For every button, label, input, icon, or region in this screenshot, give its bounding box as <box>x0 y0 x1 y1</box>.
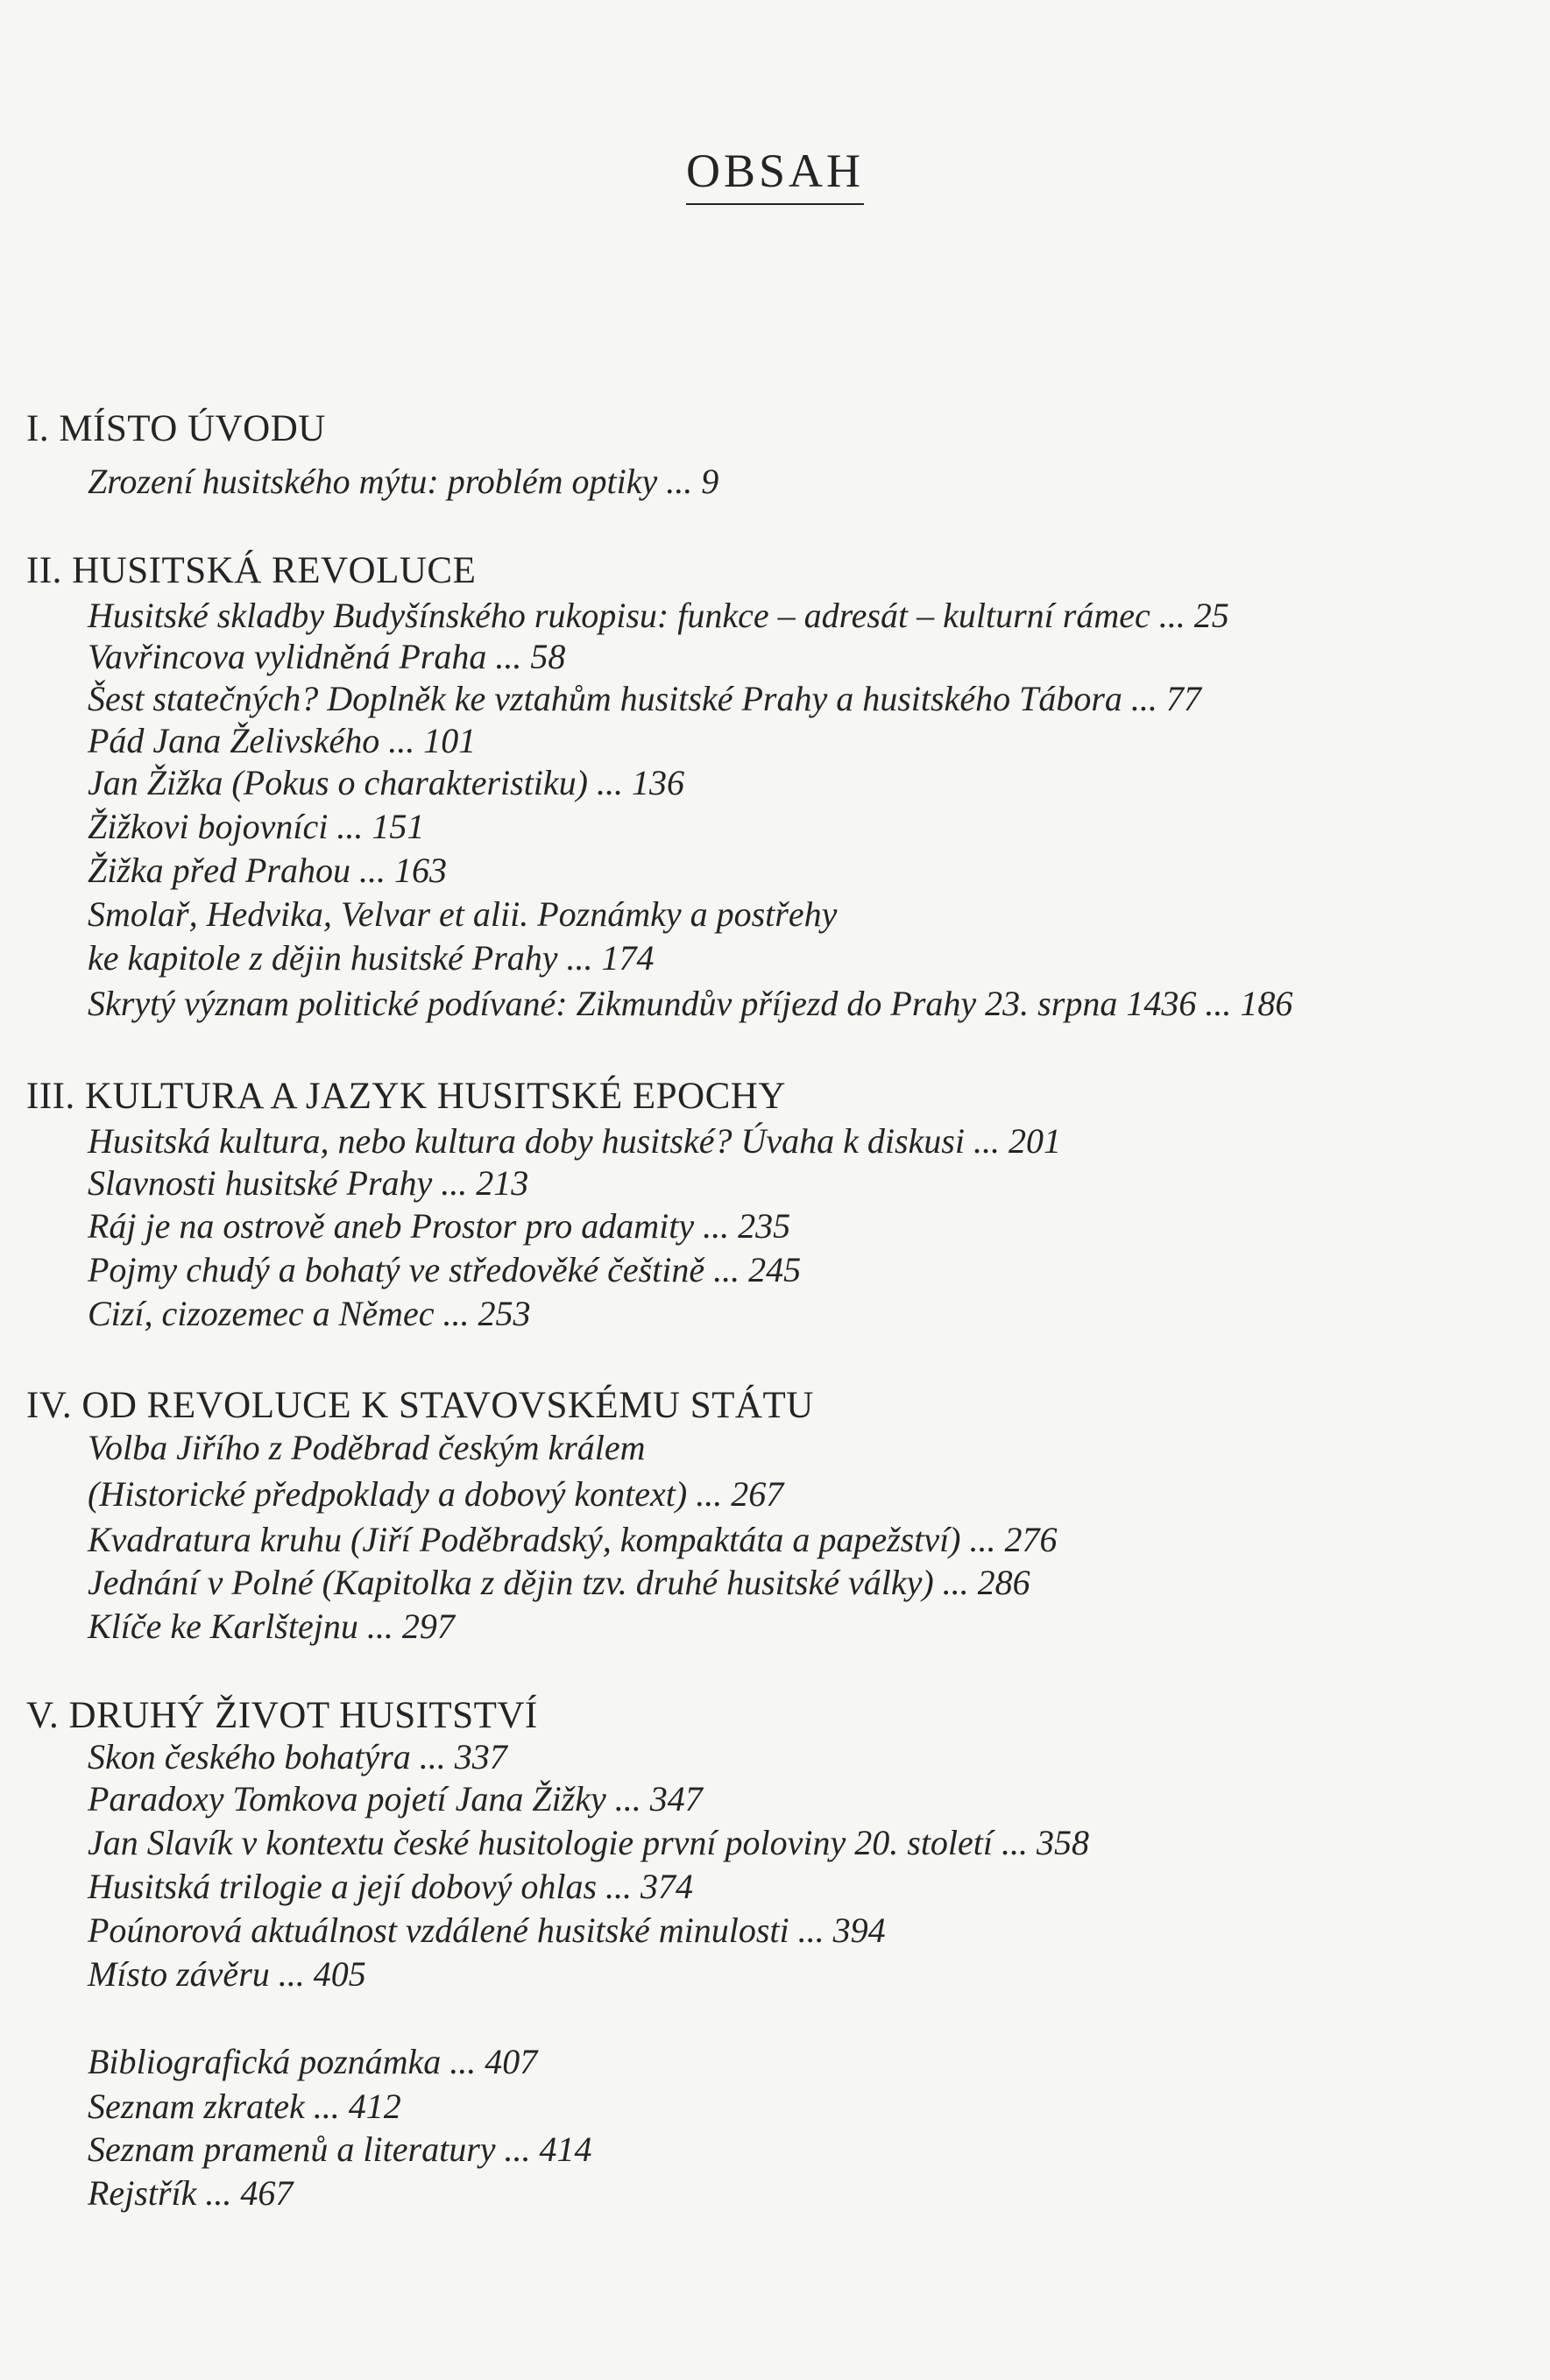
toc-entry: Žižkovi bojovníci ... 151 <box>88 807 425 846</box>
toc-entry: Husitská kultura, nebo kultura doby husitské? Úvaha k diskusi ... 201 <box>88 1121 1061 1161</box>
toc-entry: Jednání v Polné (Kapitolka z dějin tzv. druhé husitské války) ... 286 <box>88 1563 1030 1602</box>
toc-entry: Jan Žižka (Pokus o charakteristiku) ... 136 <box>88 763 684 802</box>
toc-entry: Místo závěru ... 405 <box>88 1954 366 1994</box>
appendix-entry: Bibliografická poznámka ... 407 <box>88 2042 538 2081</box>
section-heading: IV. OD REVOLUCE K STAVOVSKÉMU STÁTU <box>26 1385 814 1426</box>
appendix-entry: Seznam zkratek ... 412 <box>88 2087 401 2126</box>
toc-entry: Paradoxy Tomkova pojetí Jana Žižky ... 347 <box>88 1779 703 1819</box>
toc-entry: Skon českého bohatýra ... 337 <box>88 1737 507 1776</box>
toc-entry: Husitská trilogie a její dobový ohlas ... 374 <box>88 1867 694 1906</box>
appendix-entry: Seznam pramenů a literatury ... 414 <box>88 2129 592 2169</box>
section-heading: III. KULTURA A JAZYK HUSITSKÉ EPOCHY <box>26 1076 786 1117</box>
toc-entry: Slavnosti husitské Prahy ... 213 <box>88 1163 529 1203</box>
toc-entry: Husitské skladby Budyšínského rukopisu: funkce – adresát – kulturní rámec ... 25 <box>88 596 1229 635</box>
section-heading: I. MÍSTO ÚVODU <box>26 408 326 449</box>
toc-entry: Poúnorová aktuálnost vzdálené husitské minulosti ... 394 <box>88 1910 886 1950</box>
toc-entry: Pád Jana Želivského ... 101 <box>88 721 477 760</box>
toc-entry: Klíče ke Karlštejnu ... 297 <box>88 1607 455 1646</box>
page-title-text: OBSAH <box>686 147 864 205</box>
toc-entry: Cizí, cizozemec a Němec ... 253 <box>88 1294 531 1333</box>
toc-entry: Vavřincova vylidněná Praha ... 58 <box>88 637 566 676</box>
toc-entry: Ráj je na ostrově aneb Prostor pro adamity ... 235 <box>88 1206 791 1246</box>
toc-entry: ke kapitole z dějin husitské Prahy ... 174 <box>88 938 655 978</box>
toc-entry: Žižka před Prahou ... 163 <box>88 851 447 890</box>
toc-entry: Zrození husitského mýtu: problém optiky ... 9 <box>88 462 719 501</box>
appendix-entry: Rejstřík ... 467 <box>88 2173 294 2213</box>
section-heading: II. HUSITSKÁ REVOLUCE <box>26 550 477 591</box>
toc-entry: Pojmy chudý a bohatý ve středověké češtině ... 245 <box>88 1250 802 1289</box>
toc-entry: Skrytý význam politické podívané: Zikmundův příjezd do Prahy 23. srpna 1436 ... 186 <box>88 984 1293 1023</box>
toc-entry: Jan Slavík v kontextu české husitologie první poloviny 20. století ... 358 <box>88 1823 1090 1862</box>
section-heading: V. DRUHÝ ŽIVOT HUSITSTVÍ <box>26 1695 538 1736</box>
toc-entry: Kvadratura kruhu (Jiří Poděbradský, kompaktáta a papežství) ... 276 <box>88 1520 1058 1559</box>
toc-entry: (Historické předpoklady a dobový kontext) ... 267 <box>88 1474 784 1514</box>
toc-entry: Šest statečných? Doplněk ke vztahům husitské Prahy a husitského Tábora ... 77 <box>88 679 1201 718</box>
toc-entry: Smolař, Hedvika, Velvar et alii. Poznámky a postřehy <box>88 894 838 934</box>
toc-entry: Volba Jiřího z Poděbrad českým králem <box>88 1428 646 1467</box>
